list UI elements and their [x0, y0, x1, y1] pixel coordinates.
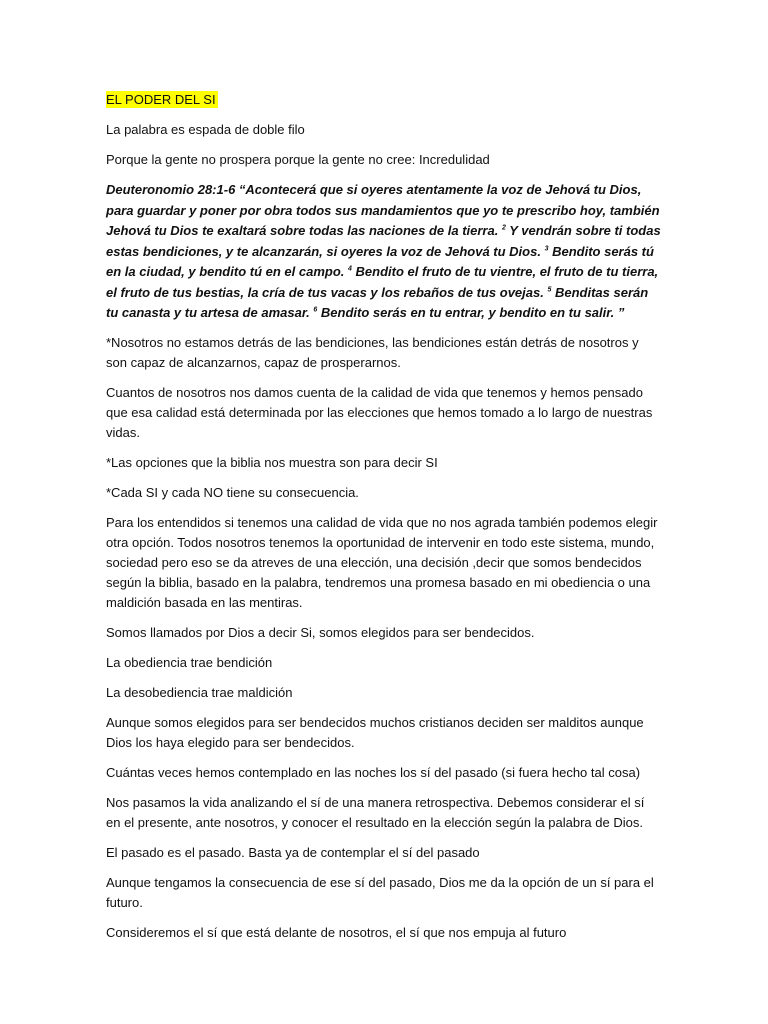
verse-text: Bendito serás tú en la ciudad, y bendito tú en el campo.	[106, 243, 654, 279]
scripture-quote	[106, 180, 662, 324]
paragraph: Porque la gente no prospera porque la gente no cree: Incredulidad	[106, 152, 490, 167]
document-title: EL PODER DEL SI	[106, 92, 216, 107]
verse-number: 2	[501, 224, 506, 232]
paragraph: El pasado es el pasado. Basta ya de contemplar el sí del pasado	[106, 844, 480, 860]
paragraph: La obediencia trae bendición	[106, 654, 273, 670]
verse-text: Benditas serán tu canasta y tu artesa de amasar.	[106, 284, 649, 320]
paragraph: Somos llamados por Dios a decir Si, somos elegidos para ser bendecidos.	[106, 624, 535, 640]
paragraph: *Nosotros no estamos detrás de las bendiciones, las bendiciones están detrás de nosotros y son capaz de alcanzarnos, capaz de prosperarnos.	[106, 334, 639, 370]
verse-number: 3	[544, 245, 549, 253]
paragraph: Para los entendidos si tenemos una calidad de vida que no nos agrada también podemos elegir otra opción. Todos nosotros tenemos la oportunidad de intervenir en todo este sistema, mundo, sociedad pero eso se da atreves de una elección, una decisión ,decir que somos bendecidos según la biblia, basado en la palabra, tendremos una promesa basado en mi obediencia o una maldición basada en las mentiras.	[106, 514, 658, 610]
verse-text: Bendito el fruto de tu vientre, el fruto de tu tierra, el fruto de tus bestias, la cría de tus vacas y los rebaños de tus ovejas.	[106, 264, 659, 300]
paragraph: La palabra es espada de doble filo	[106, 122, 305, 137]
verse-text: Y vendrán sobre ti todas estas bendiciones, y te alcanzarán, si oyeres la voz de Jehová tu Dios.	[106, 223, 661, 259]
paragraph: Aunque somos elegidos para ser bendecidos muchos cristianos deciden ser malditos aunque Dios los haya elegido para ser bendecidos.	[106, 714, 644, 750]
paragraph: Nos pasamos la vida analizando el sí de una manera retrospectiva. Debemos considerar el sí en el presente, ante nosotros, y conocer el resultado en la elección según la palabra de Dios.	[106, 794, 645, 830]
verse-number: 4	[348, 265, 352, 273]
paragraph: La desobediencia trae maldición	[106, 684, 293, 700]
paragraph: Consideremos el sí que está delante de nosotros, el sí que nos empuja al futuro	[106, 924, 567, 940]
paragraph: Cuántas veces hemos contemplado en las noches los sí del pasado (si fuera hecho tal cosa)	[106, 764, 641, 780]
document-page	[106, 91, 662, 953]
paragraph: *Cada SI y cada NO tiene su consecuencia.	[106, 484, 359, 500]
verse-number: 5	[547, 286, 552, 294]
paragraph: Cuantos de nosotros nos damos cuenta de la calidad de vida que tenemos y hemos pensado que esa calidad está determinada por las elecciones que hemos tomado a lo largo de nuestras vidas.	[106, 384, 653, 440]
paragraph: Aunque tengamos la consecuencia de ese sí del pasado, Dios me da la opción de un sí para el futuro.	[106, 874, 654, 910]
verse-number: 6	[313, 306, 318, 314]
paragraph: *Las opciones que la biblia nos muestra son para decir SI	[106, 454, 438, 470]
verse-text: Bendito serás en tu entrar, y bendito en tu salir. ”	[317, 305, 625, 320]
verse-text: Deuteronomio 28:1-6 “Acontecerá que si oyeres atentamente la voz de Jehová tu Dios, para guardar y poner por obra todos sus mandamientos que yo te prescribo hoy, también Jehová tu Dios te exaltará sobre todas las naciones de la tierra.	[106, 182, 660, 238]
